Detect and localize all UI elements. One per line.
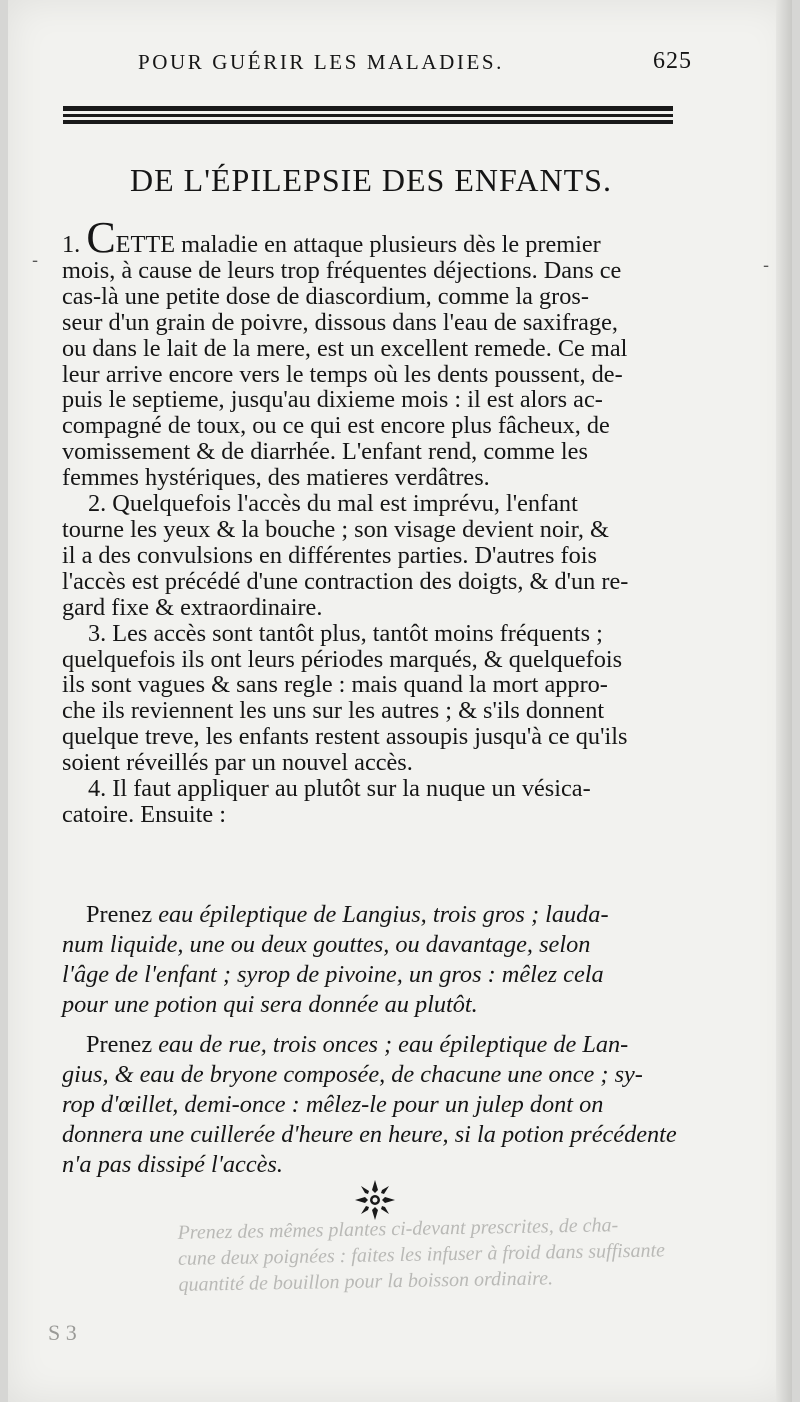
recipe-line (62, 930, 690, 960)
recipe-line (62, 900, 690, 930)
recipe-line (62, 1150, 690, 1180)
recipe-1 (62, 900, 690, 1020)
page-number: 625 (653, 48, 692, 74)
bleed-line: cune deux poignées : faites les infuser à froid dans suffisante (177, 1239, 666, 1270)
body-line: compagné de toux, ou ce qui est encore plus fâcheux, de (62, 412, 610, 440)
body-line: l'accès est précédé d'une contraction des doigts, & d'un re- (62, 567, 629, 595)
body-line: soient réveillés par un nouvel accès. (62, 749, 413, 777)
recipe-line (62, 1030, 690, 1060)
running-head (126, 44, 696, 80)
recipe-line (62, 1060, 690, 1090)
book-page (8, 0, 792, 1402)
body-line: quelque treve, les enfants restent assoupis jusqu'à ce qu'ils (62, 723, 628, 751)
body-line: puis le septieme, jusqu'au dixieme mois : il est alors ac- (62, 386, 603, 414)
body-line: ou dans le lait de la mere, est un excellent remede. Ce mal (62, 334, 628, 362)
recipe-text: rop d'œillet, demi-once : mêlez-le pour un julep dont on (62, 1091, 604, 1118)
recipe-verb: Prenez (86, 901, 159, 928)
bleed-line: quantité de bouillon pour la boisson ordinaire. (178, 1267, 554, 1296)
header-rule (63, 106, 673, 124)
paragraph-number: 1. (62, 231, 81, 258)
bleed-through-text (177, 1210, 738, 1298)
chapter-title: DE L'ÉPILEPSIE DES ENFANTS. (130, 162, 612, 198)
recipe-text: num liquide, une ou deux gouttes, ou davantage, selon (62, 931, 591, 958)
body-line-first (62, 213, 690, 262)
body-line: 4. Il faut appliquer au plutôt sur la nuque un vésica- (88, 775, 591, 803)
recipe-text: eau épileptique de Langius, trois gros ; lauda- (158, 901, 609, 928)
body-line: vomissement & de diarrhée. L'enfant rend, comme les (62, 438, 588, 466)
recipe-text: n'a pas dissipé l'accès. (62, 1151, 283, 1178)
body-text (62, 213, 690, 828)
body-line: gard fixe & extraordinaire. (62, 593, 323, 621)
bleed-line: Prenez des mêmes plantes ci-devant prescrites, de cha- (177, 1214, 619, 1244)
body-line: ils sont vagues & sans regle : mais quand la mort appro- (62, 671, 608, 699)
margin-mark: - (32, 250, 39, 271)
recipe-line (62, 990, 690, 1020)
body-line: femmes hystériques, des matieres verdâtres. (62, 464, 490, 492)
body-line: catoire. Ensuite : (62, 800, 226, 828)
body-line: quelquefois ils ont leurs périodes marqués, & quelquefois (62, 645, 623, 673)
body-line: che ils reviennent les uns sur les autres ; & s'ils donnent (62, 697, 605, 725)
margin-mark: - (763, 255, 770, 276)
running-head-title: POUR GUÉRIR LES MALADIES. (138, 50, 505, 74)
recipe-text: l'âge de l'enfant ; syrop de pivoine, un gros : mêlez cela (62, 961, 604, 988)
page-edge-shadow (776, 0, 792, 1402)
recipe-text: pour une potion qui sera donnée au plutôt. (62, 991, 478, 1018)
recipe-line (62, 960, 690, 990)
body-line: 3. Les accès sont tantôt plus, tantôt moins fréquents ; (88, 619, 603, 647)
body-line: maladie en attaque plusieurs dès le premier (181, 231, 601, 258)
body-line: cas-là une petite dose de diascordium, comme la gros- (62, 282, 589, 310)
drop-cap: C (86, 213, 116, 262)
signature-mark: S 3 (48, 1320, 77, 1345)
body-line: seur d'un grain de poivre, dissous dans l'eau de saxifrage, (62, 308, 618, 336)
body-line: tourne les yeux & la bouche ; son visage devient noir, & (62, 515, 609, 543)
body-line: il a des convulsions en différentes parties. D'autres fois (62, 541, 597, 569)
recipe-2 (62, 1030, 690, 1180)
drop-cap-rest: ETTE (115, 231, 176, 258)
recipe-text: eau de rue, trois onces ; eau épileptique de Lan- (158, 1031, 629, 1058)
recipe-text: gius, & eau de bryone composée, de chacune une once ; sy- (62, 1061, 643, 1088)
recipe-text: donnera une cuillerée d'heure en heure, si la potion précédente (62, 1121, 677, 1148)
body-line: mois, à cause de leurs trop fréquentes déjections. Dans ce (62, 256, 622, 284)
body-line: 2. Quelquefois l'accès du mal est imprévu, l'enfant (88, 490, 578, 518)
body-line: leur arrive encore vers le temps où les dents poussent, de- (62, 360, 623, 388)
recipe-line (62, 1120, 690, 1150)
recipe-line (62, 1090, 690, 1120)
recipe-verb: Prenez (86, 1031, 159, 1058)
